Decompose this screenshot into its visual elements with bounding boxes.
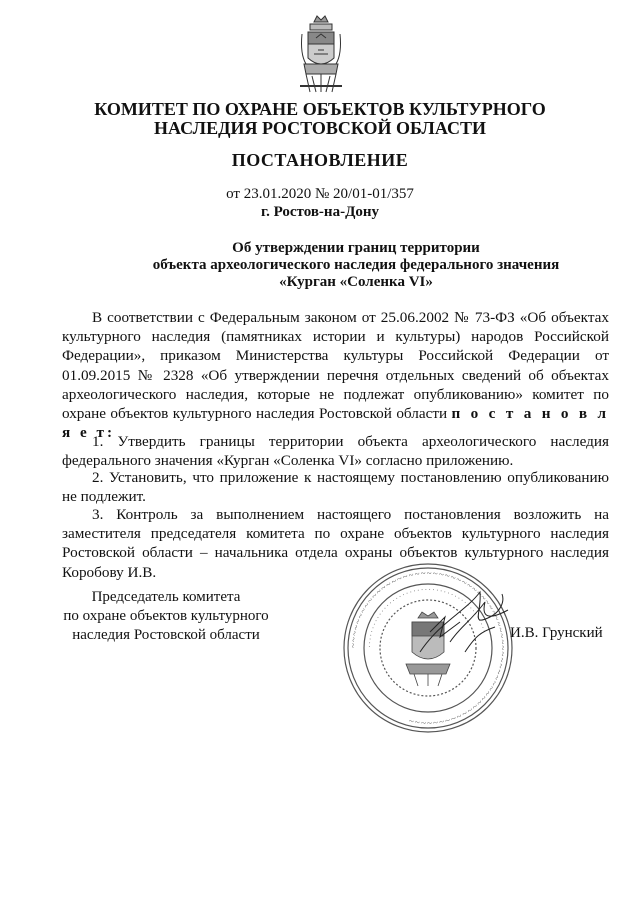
- svg-text:~~~~~~~~~~~~~~~~~~~~~~~~~~~~~~: ~~~~~~~~~~~~~~~~~~~~~~~~~~~~~~~~~~~~~~~~~~~~~~~~~~~~~~~~~~~~~: [347, 567, 509, 729]
- svg-text:······························: ············································: [364, 584, 489, 649]
- preamble-text: В соответствии с Федеральным законом от 25.06.2002 № 73-ФЗ «Об объектах культурного наследия (памятниках истории и культуры) народов Российской Федерации», приказом Министерства культуры Российской Федерации от 01.09.2015 № 2328 «Об утверждении перечня отдельных сведений об объектах археологического наследия, которые не подлежат опубликованию» комитет по охране объектов культурного наследия Ростовской области: [62, 309, 609, 423]
- document-date-number: от 23.01.2020 № 20/01-01/357: [226, 186, 414, 202]
- signer-title-line-3: наследия Ростовской области: [72, 627, 260, 643]
- handwritten-signature: [410, 582, 510, 662]
- document-type: ПОСТАНОВЛЕНИЕ: [231, 150, 409, 170]
- subject-line-1: Об утверждении границ территории: [232, 240, 480, 256]
- verdict-word: п о с т а н о в л я е т:: [62, 405, 609, 442]
- document-subject: [96, 240, 616, 291]
- preamble-paragraph: [62, 308, 609, 442]
- subject-line-3: «Курган «Соленка VI»: [279, 274, 433, 290]
- coat-of-arms-icon: [298, 14, 344, 96]
- clause-2: 2. Установить, что приложение к настоящему постановлению опубликованию не подлежит.: [62, 469, 609, 506]
- org-line-1: КОМИТЕТ ПО ОХРАНЕ ОБЪЕКТОВ КУЛЬТУРНОГО: [94, 99, 546, 119]
- clause-1: 1. Утвердить границы территории объекта археологического наследия федерального значения «Курган «Соленка VI» согласно приложению.: [62, 433, 609, 470]
- signer-title: [52, 588, 280, 645]
- signer-name: И.В. Грунский: [510, 625, 603, 641]
- org-line-2: НАСЛЕДИЯ РОСТОВСКОЙ ОБЛАСТИ: [154, 118, 486, 138]
- signer-title-line-1: Председатель комитета: [91, 589, 241, 605]
- subject-line-2: объекта археологического наследия федерального значения: [152, 257, 560, 273]
- document-city: г. Ростов-на-Дону: [260, 204, 380, 220]
- signer-title-line-2: по охране объектов культурного: [63, 608, 269, 624]
- clause-3: 3. Контроль за выполнением настоящего постановления возложить на заместителя председателя комитета по охране объектов культурного наследия Ростовской области – начальника отдела охраны объектов культурного наследия Коробову И.В.: [62, 506, 609, 581]
- organization-title: [60, 100, 580, 138]
